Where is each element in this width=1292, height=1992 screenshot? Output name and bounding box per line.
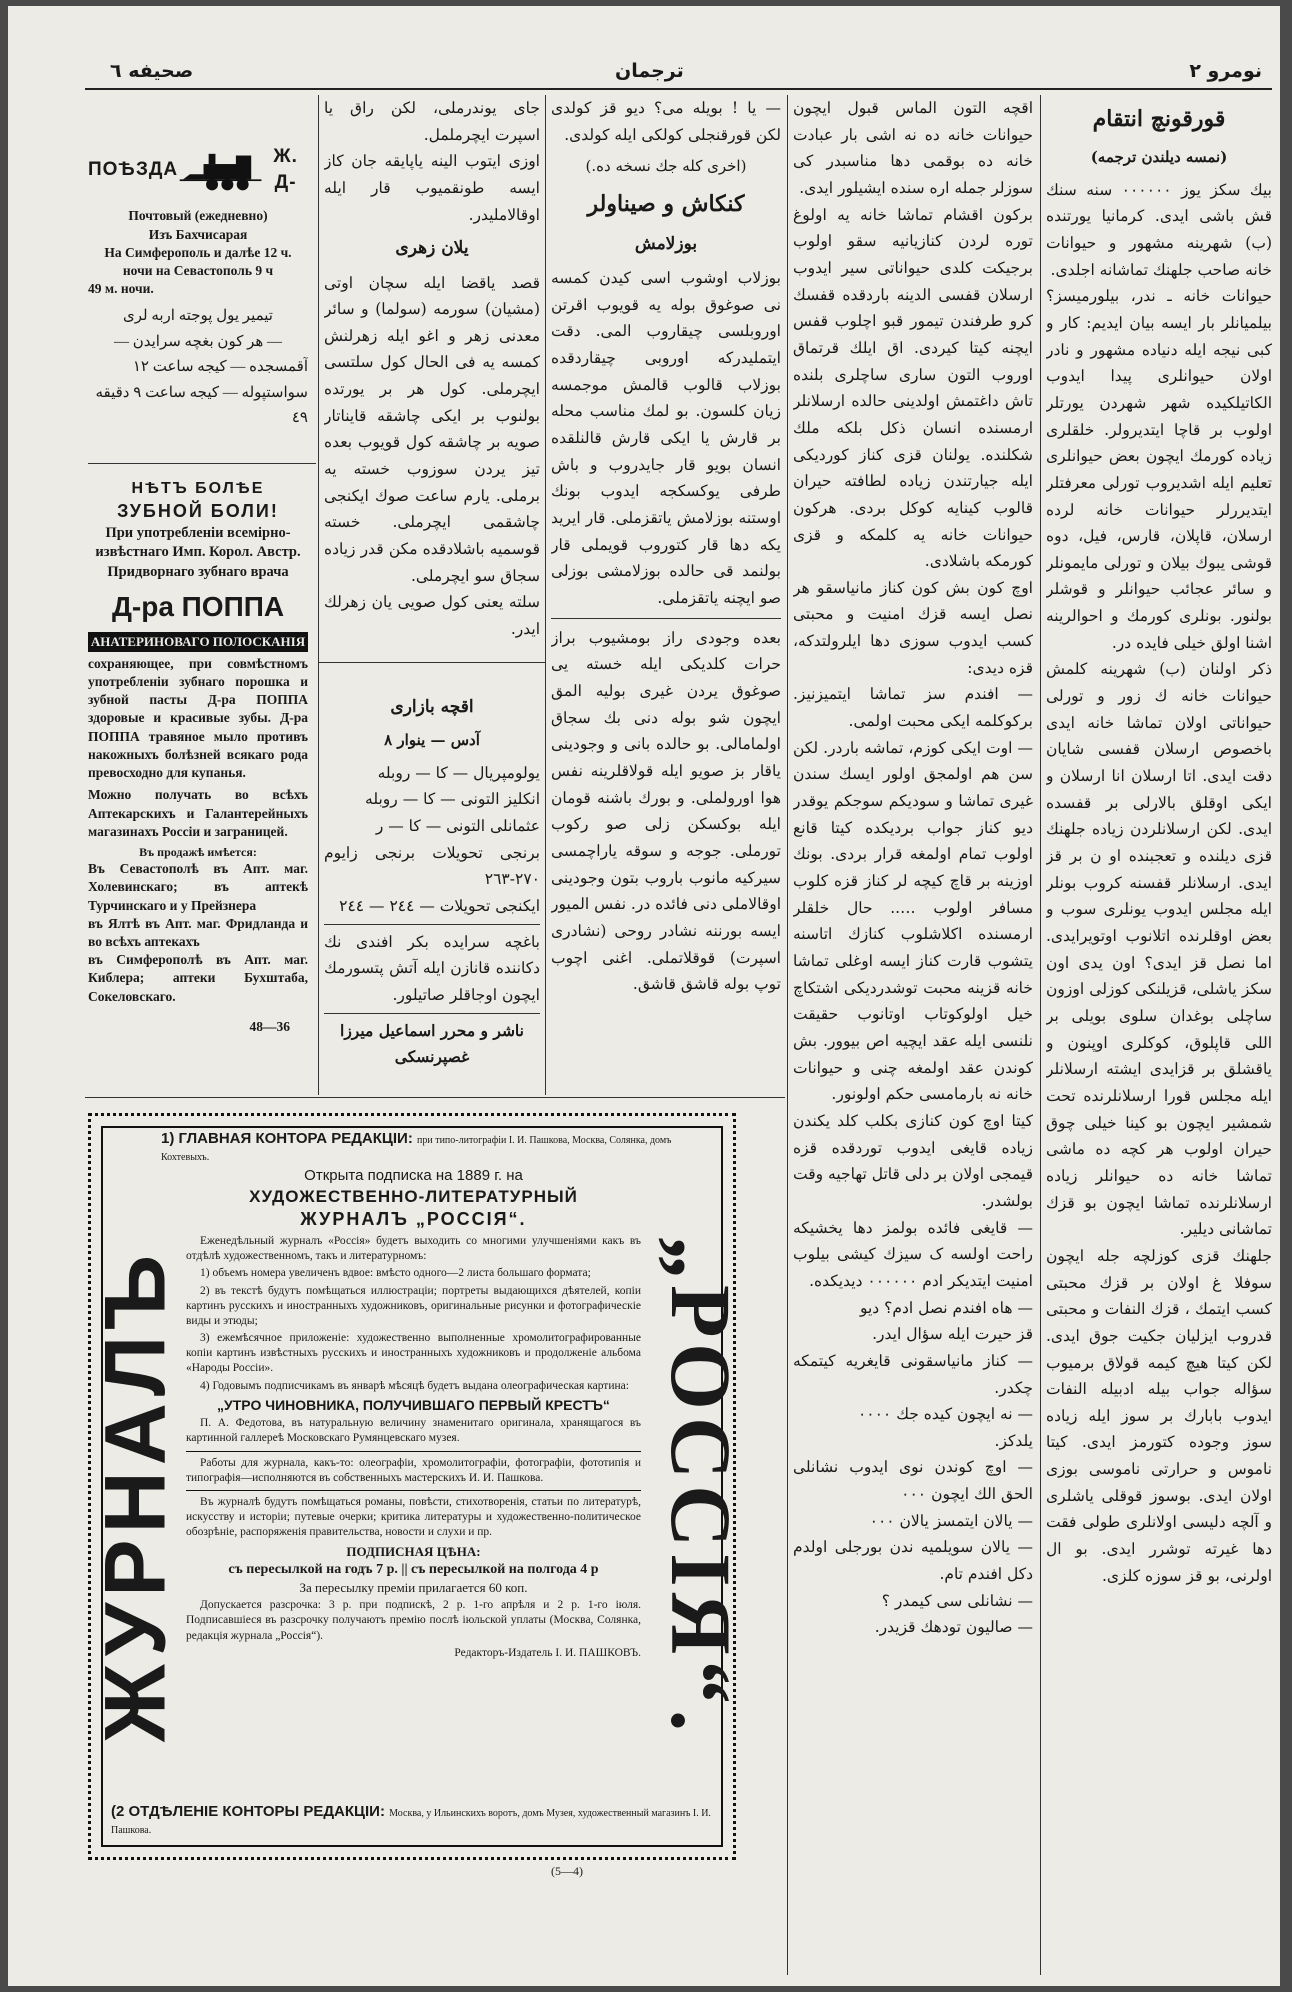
ad-branch-address: Москва, у Ильинскихъ воротъ, домъ Музея, художественный магазинъ І. И. Пашкова.	[111, 1808, 711, 1836]
ad-premium: За пересылку преміи прилагается 60 коп.	[299, 1580, 528, 1595]
paragraph: اقچه التون الماس قبول ایچون حیوانات خانه ده نه اشی بار عبادت خانه ده بوقمی دها مناسبدر کی سوزلر جمله اره سنده ایشیلور ایدی.	[793, 99, 1033, 197]
train-line-ottoman: تیمیر یول پوجته اربه لری	[123, 308, 273, 325]
paragraph: قز حیرت ایله سؤال ایدر.	[872, 1325, 1033, 1344]
paragraph: حیوانات خانه ـ ندر، بیلورمیسز؟ بیلمیانلر بار ایسه بیان ایدیم: کار و کبی نیجه ایله دنیاده مشهور و نادر اولان حیوانلری پیدا ایدوب الکاتیلکیده شهر شهردن یورتلر اولوب بر قاچا ایتدیرولر. خلقلری زیاده کورمك ایچون بعض حیوانلری تعلیم ایله اشدیروب تورلی معرفتلر ایتدیررلر حیوانات خانه لرده ارسلان، قاپلان، قارس، فیل، دوه قوشی یبوك بیلان و تورلی مایمونلر و سائر عجائب حیوانلر و قوشلر بولنور. بونلری کورمك و احوالرینه اشنا اولق خیلی فایده در.	[1046, 287, 1272, 652]
train-line-ottoman: سواستپوله — کیجه ساعت ٩ دقیقه ٤٩	[95, 384, 308, 427]
dental-ad-yalta: въ Ялтѣ въ Апт. маг. Фридланда и во всѣхъ аптекахъ	[88, 915, 308, 950]
paragraph: باغچه سرایده بکر افندی نك دکاننده قانازن ایله آتش پتسورمك ایچون اوجاقلر صاتیلور.	[324, 932, 540, 1004]
continued-note: (اخری کله جك نسخه ده.)	[585, 157, 747, 176]
column-story-terrible-revenge	[1046, 95, 1272, 1970]
page-number-left: صحیفه ٦	[110, 60, 194, 82]
subsection-title: بوزلامش	[634, 233, 698, 254]
ad-body	[186, 1166, 641, 1787]
column-divider	[545, 95, 546, 1095]
paragraph: اوزی ایتوب الینه یاپایقه جان کاز ایسه طونقمیوب قار ایله اوقالاملیدر.	[324, 152, 540, 224]
ad-main-office	[161, 1130, 713, 1164]
paragraph: — نشانلی سی کیمدر ؟	[881, 1591, 1033, 1610]
dental-ad-body: сохраняющее, при совмѣстномъ употребленіи зубнаго порошка и зубной пасты Д-ра ПОППА здоровые и красивые зубы. Д-ра ПОППА травяное мыло противъ накожныхъ болѣзней всякаго рода превосходно для купанья.	[88, 655, 308, 781]
story-subtitle: (نمسه دیلندن ترجمه)	[1090, 147, 1228, 166]
ad-picture-title: „УТРО ЧИНОВНИКА, ПОЛУЧИВШАГО ПЕРВЫЙ КРЕСТЪ“	[217, 1396, 610, 1413]
paragraph: اوچ کون بش کون کناز مانیاسقو هر نصل ایسه قزك امنیت و محبتی کسب ایدوب سوزی دها ایلرولتدکه، قزه دیدی:	[793, 578, 1033, 677]
train-line: ночи на Севастополь 9 ч	[122, 262, 274, 278]
train-schedule-heading	[88, 140, 308, 199]
locomotive-icon	[178, 145, 263, 195]
train-title-left: ПОѢЗДА	[88, 158, 179, 180]
ad-paragraph: 4) Годовымъ подписчикамъ въ январѣ мѣсяцѣ будетъ выдана олеографическая картина:	[200, 1379, 629, 1392]
paragraph: — اوچ کوندن نوی ایدوب نشانلی الحق الك ایچون ٠٠٠	[793, 1458, 1033, 1504]
page-header	[85, 60, 1272, 90]
column-divider	[787, 95, 788, 1975]
train-line: На Симферополь и далѣе 12 ч.	[104, 244, 292, 260]
paragraph: بیك سکز یوز ٠٠٠٠٠٠ سنه سنك قش باشی ایدی. کرمانیا یورتنده (ب) شهرینه مشهور و حیوانات خانه صاحب جلهنك تماشانه اجلدی.	[1046, 180, 1272, 279]
paragraph: بعده وجودی راز بومشیوب براز حرات کلدیکی ایله خسته یی صوغوق یردن غیری بولیه المق ایچون شو بوله دنی بك سجاق اولمامالی. بو حالده بانی و وجودینی یاقار بز صویو ایله قولاقلرینه نفس هوا اورولملی. و بورك باشنه قومان ایله بوکسکن زلی صو رکوب تورملی. جوجه و سوقه یاراچمسی سیرکیه مانوب باروب بتون وجودینی اوقالاملی دنی فائده در. نفس المیور ایسه بورننه نشادر روحی (نشادری اسپرت) قوقلاتملی. اغنی اچوب توپ بوله قاشق قاشق.	[551, 628, 781, 994]
paragraph: — نه ایچون کیده جك ٠٠٠٠	[857, 1405, 1033, 1424]
dental-ad-depots: Въ продажѣ имѣется:	[139, 844, 257, 859]
product-name: АНАТЕРИНОВАГО ПОЛОСКАНІЯ	[88, 632, 308, 652]
dental-ad-headline: НѢТЪ БОЛѢЕ	[131, 479, 265, 497]
publisher-line: ناشر و محرر اسماعیل میرزا غصپرنسکی	[340, 1020, 524, 1067]
section-title: یلان زهری	[395, 238, 469, 259]
journal-rossiya-ad	[87, 1113, 749, 1878]
header-rule	[85, 88, 1272, 90]
ad-paragraph: П. А. Федотова, въ натуральную величину знаменитаго оригинала, хранящагося въ картинной галлереѣ Московскаго Румянцевскаго музея.	[186, 1417, 641, 1445]
paragraph: — صالیون تودهك قزیدر.	[874, 1618, 1033, 1637]
market-date: آدس — ینوار ٨	[384, 730, 480, 749]
dental-ad-availability: Можно получать во всѣхъ Аптекарскихъ и Галантерейныхъ магазинахъ Россіи и заграницей.	[88, 787, 308, 839]
ad-subscription-open: Открыта подписка на 1889 г. на	[304, 1167, 523, 1184]
ad-paragraph: 1) объемъ номера увеличенъ вдвое: вмѣсто одного—2 листа большаго формата;	[200, 1267, 591, 1280]
dental-ad-text: При употребленіи всемірно-извѣстнаго Имп. Корол. Австр. Придворнаго зубнаго врача	[95, 524, 301, 580]
paragraph: — یا ! بویله می؟ دیو قز کولدی لکن قورقنجلی کولکی ایله کولدی.	[551, 99, 781, 144]
train-line: Изъ Бахчисарая	[148, 226, 248, 242]
ad-paragraph: 3) ежемѣсячное приложеніе: художественно выполненные хромолитографированные копіи картинъ извѣстныхъ русскихъ и иностранныхъ художниковъ и продолженіе альбома «Народы Россіи».	[186, 1332, 641, 1375]
market-row: برنجی تحویلات برنجی زایوم ٢٧٠-٢٦٣	[324, 843, 540, 889]
paragraph: — قایغی فائده بولمز دها یخشیکه راحت اولسه ک سیزك کیشی بیلوب امنیت ایتدیکر ادم ٠٠٠٠٠٠ دیدیکده.	[793, 1218, 1033, 1290]
paragraph: — اوت ایکی کوزم، تماشه باردر. لکن سن هم اولمجق اولور ایسك سندن غیری تماشا و سودیکم سوجکم یوقدر دیو کناز جواب بردیکده کیتا قانع اولوب تمام اولمغه قرار بردی. بونك اوزینه بر قاچ کیچه لر کناز قزه کلوب مسافر اولوب ….. حال خلقلر ارمسنده اکلاشلوب کنازك اتاسنه یتشوب قارت کناز ایسه اوغلی تماشا خانه قزینه محبت توشدردیکی اشتکاچ خیل اولوکوتاب اوتانوب حقیقت نلنسی ایله عقد ایچیه اص بیوور. بش کوندن عقد اولمغه چنی و حیوانات خانه نه بارمامسی حکم اولونور.	[793, 738, 1033, 1104]
story-title: قورقونچ انتقام	[1092, 106, 1226, 132]
doctor-name: Д-ра ПОППА	[111, 591, 285, 623]
paragraph: — یالان سویلمیه ندن بورجلی اولدم دکل افندم تام.	[793, 1538, 1033, 1584]
railway-and-dental-ads	[88, 100, 308, 1080]
paragraph: کیتا اوچ کون کنازی بکلب کلد یکندن زیاده قایغی ایدوب توردقده قزه قیمجی اولان بر دلی قاتل تهاجیه وقت بولشدر.	[793, 1111, 1033, 1210]
ad-paragraph: Работы для журнала, какъ-то: олеографіи, хромолитографіи, фотографіи, фототипія и типографія—исполняются въ собственныхъ мастерскихъ И. И. Пашкова.	[186, 1456, 641, 1484]
paragraph: یلدکز.	[994, 1431, 1033, 1450]
dental-ad-headline: ЗУБНОЙ БОЛИ!	[117, 501, 279, 522]
column-advice	[551, 95, 781, 1095]
section-divider	[85, 1097, 785, 1098]
ad-price: съ пересылкой на годъ 7 р. || съ пересылкой на полгода 4 р	[228, 1561, 599, 1577]
issue-number: نومرو ٢	[1189, 60, 1262, 82]
train-line-ottoman: آقمسجده — کیجه ساعت ١٢	[132, 359, 308, 376]
ad-paragraph: Еженедѣльный журналъ «Россія» будетъ выходить со многими улучшеніями какъ въ отдѣлѣ художественномъ, такъ и литературномъ:	[186, 1234, 641, 1263]
market-row: انکلیز التونی — كا — روبله	[365, 790, 540, 809]
paragraph: — هاه افندم نصل ادم؟ دیو	[859, 1298, 1033, 1317]
column-story-continued	[793, 95, 1033, 1970]
paragraph: جلهنك قزی کوزلچه جله ایچون سوفلا غ اولان بر قزك محبتی کسب ایتمك ، قزك النفات و محبتی قدروب ایزلیان جکیت جوق ایدی. لکن کیتا هیچ کیمه قولاق برمیوب سؤاله جواب بیله ادبیله النفات ایدوب بابارك بر سوز ایله زیاده سوز وجوده کتورمز ایدی. کیتا ناموس و حرارتی ناموسی بوزی اولان ایدی. بوسوز قوقلی یاشلری و آلچه دلیسی اولانلری طولی فقت دها غیرته توشرر ایدی. بو ال اولرنی، بو قز سوزه کلزی.	[1046, 1246, 1272, 1585]
ad-branch-label: (2 ОТДѢЛЕНІЕ КОНТОРЫ РЕДАКЦІИ:	[111, 1803, 385, 1820]
ad-code: (5—4)	[551, 1864, 583, 1878]
train-line: 49 м. ночи.	[88, 281, 154, 297]
ad-office-address: при типо-литографіи І. И. Пашкова, Москва, Солянка, домъ Кохтевыхъ.	[161, 1135, 672, 1163]
train-line: Почтовый (ежедневно)	[128, 208, 268, 224]
column-medical-advice	[324, 95, 540, 1095]
vertical-title-right: „РОССІЯ“.	[653, 1236, 749, 1738]
dental-ad-simferopol: въ Симферополѣ въ Апт. маг. Киблера; аптеки Бухштаба, Сокеловскаго.	[88, 952, 308, 1004]
train-title-right: Ж. Д-	[273, 146, 298, 193]
ad-journal-kind: ХУДОЖЕСТВЕННО-ЛИТЕРАТУРНЫЙ	[249, 1186, 578, 1206]
market-title: اقچه بازاری	[390, 696, 474, 717]
paragraph: — افندم سز تماشا ایتمیزنیز. برکوکلمه ایکی محبت اولمی.	[793, 685, 1033, 731]
ad-editor: Редакторъ-Издатель І. И. ПАШКОВЪ.	[454, 1646, 641, 1659]
ad-paragraph: Въ журналѣ будутъ помѣщаться романы, повѣсти, стихотворенія, статьи по литературѣ, искусству и исторіи; путевые очерки; критика литературы и художественно-политическое обозрѣніе, распоряженія правительства, новости и слухи и пр.	[186, 1495, 641, 1539]
newspaper-title: ترجمان	[615, 60, 684, 82]
ad-paragraph: 2) въ текстѣ будутъ помѣщаться иллюстраціи; портреты выдающихся дѣятелей, копіи картинъ русскихъ и иностранныхъ художниковъ, оригинальные рисунки и фотографическіе виды и этюды;	[186, 1284, 641, 1327]
paragraph: قصد یاقضا ایله سچان اوتی (مشیان) سورمه (سولما) و سائر معدنی زهر و اغو ایله زهرلنش کمسه یه فی الحال کول سلتسی ایچرملی. کول هر بر یورتده بولنوب بر ایکی چاشقه قایناتار صویه بر چاشقه کول قویوب بعده تیز یردن سوزوب خسته یه برملی. یارم ساعت صوك ایکنجی چاشقمی ایچرملی. خسته قوسمیه باشلادقده مکن قدر زیاده سجاق سو ایچرملی.	[324, 273, 540, 585]
vertical-title-left: ЖУРНАЛЪ	[87, 1248, 184, 1743]
paragraph: سلته یعنی کول صویی یان زهرلك ایدر.	[324, 593, 540, 639]
ad-branch-office	[111, 1803, 713, 1837]
paragraph: — یالان ایتمسز یالان ٠٠٠	[869, 1511, 1033, 1530]
ad-office-label: 1) ГЛАВНАЯ КОНТОРА РЕДАКЦІИ:	[161, 1130, 413, 1147]
market-row: یولومپریال — كا — روبله	[377, 763, 540, 782]
paragraph: — کناز مانیاسقونی قایغریه کیتمکه چکدر.	[793, 1351, 1033, 1397]
market-row: ایکنجی تحویلات — ٢٤٤ — ٢٤٤	[339, 897, 540, 916]
paragraph: بوزلاب اوشوب اسی کیدن کمسه نی صوغوق بوله یه قویوب اقرتن اوروبلسی چیقاروب المی. دقت ایتملیدرکه اوروبی چیقاردقده بوزلاب قالوب قالمش موجمسه زیان کلسون. بو لمك مناسب محله بر قارش یا ایکی قارش قالنلقده انسان بویو قار جایدروب و باش طرفی یوکسکجه ایدوب بونك اوستنه بوزلامش یاتقزملی. قار ایرید یکه دها قار کتوروب قویملی قار بولنمد قی حالده بوزلامشی بوزلی صو ایچنه یاتقزملی.	[551, 269, 781, 608]
dental-ad-sevastopol: Въ Севастополѣ въ Апт. маг. Холевинскаго; въ аптекѣ Турчинскаго и у Прейзнера	[88, 861, 308, 913]
paragraph: جای یوندرملی، لکن راق یا اسپرت ایچرململ.	[324, 99, 540, 144]
train-line-ottoman: — هر کون بغچه سرایدن —	[113, 333, 283, 350]
ad-price-title: ПОДПИСНАЯ ЦѢНА:	[346, 1544, 481, 1560]
column-divider	[1040, 95, 1041, 1975]
market-row: عثمانلی التونی — كا — ر	[375, 817, 540, 836]
paragraph: ذکر اولنان (ب) شهرینه کلمش حیوانات خانه ك زور و تورلی حیواناتی اولان تماشا خانه ایدی باخصوص ارسلان قفسی شایان دقت ایدی. اتا ارسلان انا ارسلان و ایکی اوقلق بالارلی بر قفسده ایدی. لکن ارسلانلردن زیاده جلهنك قزی دیلنده و تعجبنده او ن بر قز ایدی. ارسلانلر قفسنه کروب بونلر ایله مجلس ایدوب یونلری سوب و بعض اوقلرنده اتلانوب اوتویرایدی. اما نصل قز ایدی؟ اون یدی اون سکز یاشلی، قزیلنکی کوزلی اوزون ساچلی بوغدان سلوی بویلی بر اللی قاپلوق، کوکلری اوپنون و یاقشلق بر قزایدی ایشته ارسلانلر ایله مجلس قورا ارسلانلرنده تحت شمشیر ایچون بو کینا خیلی چوق حیران اولوب هر کچه ده ماشی تماشا خانه ده حیوانلر زیاده ارسلانلرنده تماشا ایچون بو قزك تماشانی دیلیر.	[1046, 660, 1272, 1239]
ad-paragraph: Допускается разсрочка: 3 р. при подпискѣ, 2 р. 1-го апрѣля и 2 р. 1-го іюля. Подписавшіеся въ разсрочку получаютъ премію послѣ іюльской уплаты (Москва, Солянка, редакція журнала „Россія“).	[186, 1599, 641, 1642]
ad-journal-name: ЖУРНАЛЪ „РОССІЯ“.	[300, 1209, 527, 1230]
ad-code: 48—36	[249, 1018, 290, 1034]
section-title: کنکاش و صیناولر	[587, 191, 745, 218]
paragraph: برکون اقشام تماشا خانه یه اولوغ توره لردن کنازیانیه سقو اولوب برجیکت کلدی حیواناتی سیر ایدوب ارسلان قفسی الدینه باردقده قفسك کرو طرفندن تیمور قبو اچلوب قفس ایچنه کیتا کیردی. اق ایلك قرتماق اوروب التون ساری ساچلری بلنده تاش داغتمش اولدینی حالده ارسلانلر ارمسنده انسان ذکل بلکه ملك شکلنده. یولنان قزی کناز کوردیکی ایله جیارتندن زیاده لطافته حیران قالوب کینایه کوکل بردی. هرکون حیوانات خانه یه کلمکه و قزی کورمکه باشلادی.	[793, 205, 1033, 571]
column-divider	[318, 95, 319, 1095]
